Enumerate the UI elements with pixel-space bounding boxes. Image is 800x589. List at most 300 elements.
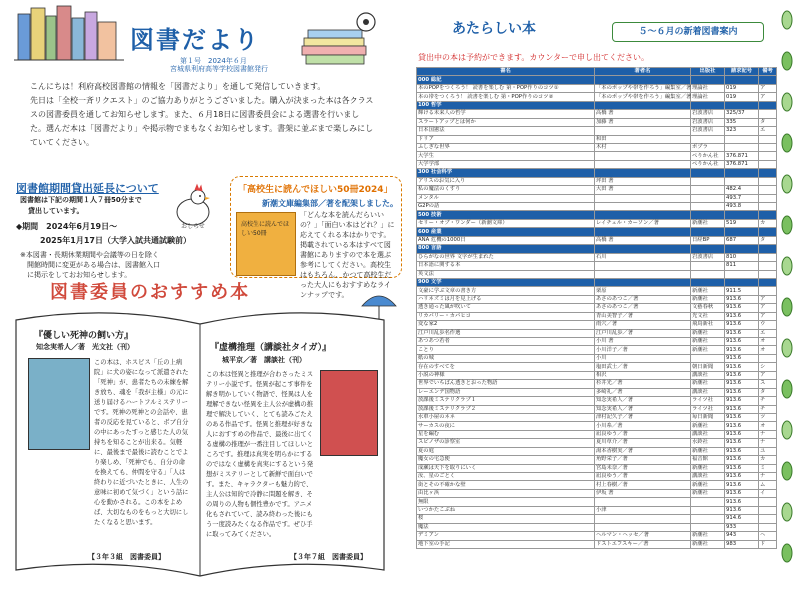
section-row <box>417 245 777 253</box>
table-row <box>417 295 777 303</box>
table-cell: 汝、星のごとく <box>417 473 595 481</box>
table-cell <box>759 498 777 506</box>
table-cell <box>725 76 759 84</box>
table-row <box>417 380 777 388</box>
table-cell: 新潮社 <box>691 464 725 472</box>
table-cell: 朝日新聞 <box>691 363 725 371</box>
table-cell: 文豪に学ぶ文章の書き方 <box>417 287 595 295</box>
table-cell: 大田 著 <box>595 186 691 194</box>
table-cell: 687 <box>725 236 759 244</box>
book-left-author: 知念実希人／著 光文社（刊） <box>36 343 134 351</box>
table-row <box>417 135 777 143</box>
table-cell: 新潮社 <box>691 489 725 497</box>
table-row <box>417 413 777 421</box>
table-cell: 新潮社 <box>691 219 725 227</box>
table-cell: 913.6 <box>725 473 759 481</box>
table-cell: 913.6 <box>725 295 759 303</box>
table-cell: ユ <box>759 447 777 455</box>
table-cell <box>725 211 759 219</box>
column-header: 書名 <box>417 68 595 76</box>
table-cell: ヘルマン・ヘッセ／著 <box>595 532 691 540</box>
table-cell: 933 <box>725 523 759 531</box>
leaf-icon <box>782 544 792 562</box>
table-cell: 世界でいちばん透きとおった物語 <box>417 380 595 388</box>
table-cell <box>691 194 725 202</box>
table-cell: 文藝春秋 <box>691 304 725 312</box>
table-cell <box>595 203 691 211</box>
table-row <box>417 84 777 92</box>
table-cell <box>759 287 777 295</box>
table-cell: 岩波書店 <box>691 110 725 118</box>
table-cell <box>759 101 777 109</box>
table-cell: 913.6 <box>725 388 759 396</box>
table-cell <box>759 152 777 160</box>
table-cell: 019 <box>725 84 759 92</box>
table-cell <box>691 76 725 84</box>
table-row <box>417 354 777 362</box>
table-cell: 小川 著 <box>595 338 691 346</box>
table-cell <box>595 270 691 278</box>
table-cell <box>595 194 691 202</box>
leaf-border-decoration <box>775 0 800 589</box>
table-cell: 角野栄子／著 <box>595 456 691 464</box>
loan-line: 図書館は下記の期間１人７冊50分まで <box>20 196 142 204</box>
table-cell <box>691 498 725 506</box>
hen-illustration <box>168 182 218 230</box>
table-row <box>417 447 777 455</box>
table-cell <box>725 270 759 278</box>
table-cell <box>759 515 777 523</box>
leaf-icon <box>782 134 792 152</box>
table-cell: ドリア <box>417 135 595 143</box>
table-cell: 日本語に関する本 <box>417 262 595 270</box>
table-cell: オ <box>759 338 777 346</box>
table-cell: ドストエフスキー／著 <box>595 540 691 548</box>
table-cell: 江戸川乱歩／著 <box>595 329 691 337</box>
table-cell <box>595 245 691 253</box>
table-cell: 913.6 <box>725 413 759 421</box>
loan-period: ◆期間 2024年6月19日〜 <box>16 222 118 231</box>
table-row <box>417 540 777 548</box>
table-cell: ド <box>759 540 777 548</box>
column-header: 著者名 <box>595 68 691 76</box>
table-cell: 水鈴社 <box>691 439 725 447</box>
table-row <box>417 363 777 371</box>
table-cell <box>759 110 777 118</box>
table-cell: 913.6 <box>725 346 759 354</box>
table-cell: 482.4 <box>725 186 759 194</box>
table-cell <box>691 262 725 270</box>
table-cell: 913.6 <box>725 329 759 337</box>
table-cell: メンタル <box>417 194 595 202</box>
table-cell <box>595 523 691 531</box>
leaf-icon <box>782 216 792 234</box>
table-cell: 栗原 <box>595 287 691 295</box>
recommend-title: 「高校生に読んでほしい50冊2024」 <box>238 185 393 195</box>
table-cell: 新潮社 <box>691 346 725 354</box>
table-row <box>417 203 777 211</box>
table-cell: 岩波書店 <box>691 127 725 135</box>
table-row <box>417 236 777 244</box>
table-cell <box>759 253 777 261</box>
table-cell: 800 言語 <box>417 245 595 253</box>
book-left-signature: 【３年３組 図書委員】 <box>88 553 165 561</box>
table-cell: 雨穴／著 <box>595 321 691 329</box>
table-cell: 新潮社 <box>691 287 725 295</box>
section-row <box>417 211 777 219</box>
table-cell: 913.6 <box>725 447 759 455</box>
table-cell: 飛鳥新社 <box>691 321 725 329</box>
table-cell: 493.7 <box>725 194 759 202</box>
table-cell <box>595 101 691 109</box>
table-cell: 街とその不確かな壁 <box>417 481 595 489</box>
table-cell <box>759 270 777 278</box>
section-row <box>417 76 777 84</box>
table-cell <box>759 262 777 270</box>
table-cell: 323 <box>725 127 759 135</box>
table-cell: 600 産業 <box>417 228 595 236</box>
table-cell: 江戸川乱歩名作選 <box>417 329 595 337</box>
table-cell: カ <box>759 219 777 227</box>
table-cell: ア <box>759 84 777 92</box>
table-row <box>417 143 777 151</box>
table-cell <box>691 270 725 278</box>
table-cell: 塩田武士／著 <box>595 363 691 371</box>
table-cell <box>691 169 725 177</box>
table-row <box>417 93 777 101</box>
table-cell: セリー・オブ・ワンダー（新潮文庫） <box>417 219 595 227</box>
table-cell: 913.6 <box>725 405 759 413</box>
table-row <box>417 473 777 481</box>
table-cell: 英文法 <box>417 270 595 278</box>
table-cell: 無限 <box>417 498 595 506</box>
table-cell <box>759 186 777 194</box>
table-cell <box>691 523 725 531</box>
table-header-row <box>417 68 777 76</box>
table-cell: 相沢 <box>595 371 691 379</box>
table-row <box>417 422 777 430</box>
loan-note: 開館時間に変更がある場合は、図書館入口 <box>20 261 160 269</box>
table-cell: 石川 <box>595 253 691 261</box>
leaf-icon <box>782 11 792 29</box>
table-cell: 講談社 <box>691 473 725 481</box>
table-cell <box>759 194 777 202</box>
leaf-icon <box>782 93 792 111</box>
new-books-badge: ５〜６月の新着図書案内 <box>612 22 764 42</box>
table-row <box>417 346 777 354</box>
table-cell: 913.6 <box>725 456 759 464</box>
table-cell: 913.6 <box>725 506 759 514</box>
table-cell <box>759 143 777 151</box>
table-cell: ふしぎな世界 <box>417 143 595 151</box>
table-cell: 講談社 <box>691 388 725 396</box>
table-cell <box>691 101 725 109</box>
table-cell <box>759 245 777 253</box>
table-cell: 913.6 <box>725 489 759 497</box>
table-cell <box>759 211 777 219</box>
table-cell: オ <box>759 422 777 430</box>
table-cell: 811 <box>725 262 759 270</box>
table-cell <box>691 515 725 523</box>
table-cell: 津村記久子／著 <box>595 413 691 421</box>
table-cell <box>595 152 691 160</box>
table-cell <box>691 135 725 143</box>
book-right-signature: 【３年７組 図書委員】 <box>290 553 367 561</box>
section-row <box>417 101 777 109</box>
table-cell: 光文社 <box>691 312 725 320</box>
leaf-icon <box>782 503 792 521</box>
table-cell: ヘ <box>759 532 777 540</box>
leaf-icon <box>782 298 792 316</box>
table-cell: 岩波書店 <box>691 118 725 126</box>
table-cell: レイチェル・カーソン／著 <box>595 219 691 227</box>
table-cell: 放課後ミステリクラブ２ <box>417 405 595 413</box>
table-cell: チ <box>759 405 777 413</box>
leaf-icon <box>782 175 792 193</box>
section-row <box>417 278 777 286</box>
table-row <box>417 177 777 185</box>
table-cell <box>595 262 691 270</box>
table-row <box>417 481 777 489</box>
table-cell: ア <box>759 295 777 303</box>
table-cell: 湯本香樹実／著 <box>595 447 691 455</box>
book-right-cover <box>320 370 378 456</box>
table-cell: 星を編む <box>417 430 595 438</box>
books-illustration <box>14 2 124 62</box>
table-row <box>417 506 777 514</box>
table-cell: サーカスの夜に <box>417 422 595 430</box>
table-cell: 私の魔法のくすり <box>417 186 595 194</box>
table-cell: 魔法 <box>417 523 595 531</box>
table-row <box>417 329 777 337</box>
table-cell: ぺりかん社 <box>691 160 725 168</box>
table-cell: 知念実希人／著 <box>595 405 691 413</box>
table-row <box>417 312 777 320</box>
table-cell: イ <box>759 489 777 497</box>
table-row <box>417 456 777 464</box>
table-cell: あつあつ若者 <box>417 338 595 346</box>
table-cell: タ <box>759 118 777 126</box>
table-cell <box>725 228 759 236</box>
table-cell: 由比ヶ浜 <box>417 489 595 497</box>
table-row <box>417 270 777 278</box>
section-row <box>417 169 777 177</box>
table-cell: 913.6 <box>725 498 759 506</box>
table-cell: 輝ける未来人の哲学 <box>417 110 595 118</box>
table-cell: 913.6 <box>725 363 759 371</box>
table-cell: ナ <box>759 430 777 438</box>
table-row <box>417 397 777 405</box>
table-cell: 高橋 著 <box>595 110 691 118</box>
table-cell <box>725 278 759 286</box>
table-cell: 913.6 <box>725 321 759 329</box>
table-cell: 519 <box>725 219 759 227</box>
table-cell <box>725 245 759 253</box>
table-cell: G2Pの話 <box>417 203 595 211</box>
book-right-title: 『虚構推理（講談社タイガ）』 <box>210 343 332 353</box>
table-cell: 講談社 <box>691 371 725 379</box>
table-row <box>417 262 777 270</box>
book-left-review-cont <box>28 452 188 544</box>
table-cell <box>691 211 725 219</box>
table-cell <box>595 169 691 177</box>
book-left-cover <box>28 358 90 450</box>
table-cell: 理論社 <box>691 84 725 92</box>
table-cell <box>691 228 725 236</box>
table-row <box>417 160 777 168</box>
table-cell: 913.6 <box>725 304 759 312</box>
table-row <box>417 194 777 202</box>
loan-period-end: 2025年1月17日（大学入試共通試験前） <box>16 236 191 245</box>
table-row <box>417 532 777 540</box>
table-cell: 毎日新聞 <box>691 413 725 421</box>
new-books-table <box>416 67 777 549</box>
table-cell: 日経BP <box>691 236 725 244</box>
loan-note: ※本図書・長期休業期間や会議等の日を除く <box>20 251 159 259</box>
table-cell: 透き通った風が吹いて <box>417 304 595 312</box>
table-cell: 913.6 <box>725 422 759 430</box>
table-cell: ツ <box>759 413 777 421</box>
table-cell: いつかたこぶね <box>417 506 595 514</box>
table-cell: 376.871 <box>725 160 759 168</box>
table-cell: 新潮社 <box>691 295 725 303</box>
table-cell <box>725 143 759 151</box>
table-cell <box>725 135 759 143</box>
table-cell: 000 総記 <box>417 76 595 84</box>
table-cell: オ <box>759 346 777 354</box>
table-cell: 小津 <box>595 506 691 514</box>
table-cell: 493.8 <box>725 203 759 211</box>
table-cell: 福音館 <box>691 456 725 464</box>
table-cell: 小川 <box>595 354 691 362</box>
leaf-icon <box>782 339 792 357</box>
table-cell: 小説の神様 <box>417 371 595 379</box>
table-cell: ウ <box>759 321 777 329</box>
table-cell: 913.6 <box>725 464 759 472</box>
table-cell: 凪良ゆう／著 <box>595 430 691 438</box>
column-header: 備考 <box>759 68 777 76</box>
table-cell: 水車小屋のネネ <box>417 413 595 421</box>
table-cell: リカバリー・カバヒコ <box>417 312 595 320</box>
table-cell <box>759 506 777 514</box>
table-cell: 913.6 <box>725 371 759 379</box>
table-row <box>417 110 777 118</box>
table-cell <box>725 101 759 109</box>
table-row <box>417 118 777 126</box>
table-cell: 理論社 <box>691 93 725 101</box>
table-cell: 913.6 <box>725 354 759 362</box>
table-cell: 913.6 <box>725 338 759 346</box>
table-cell <box>759 169 777 177</box>
table-cell <box>595 515 691 523</box>
table-cell: 和田 <box>595 135 691 143</box>
table-cell: レーエンデ国物語 <box>417 388 595 396</box>
table-cell: ANA 危機の1000日 <box>417 236 595 244</box>
table-cell: 放課後ミステリクラブ１ <box>417 397 595 405</box>
table-cell: 100 哲学 <box>417 101 595 109</box>
table-row <box>417 287 777 295</box>
intro-text: こんにちは！利府高校図書館の情報を「図書だより」を通して発信していきます。 先日は「全校一斉リクエスト」のご協力ありがとうございました。購入が決まった本は各クラス スの図書委員を通してお知らせします。また、６月18日に図書委員会による選書を行いまし た。選んだ本は「図書だより」や掲示物でまもなくお知らせします。書架に並ぶまで楽しみにし ていてください。 <box>30 82 374 147</box>
table-cell: 新潮社 <box>691 338 725 346</box>
recommend-book-cover: 高校生に読んでほしい50冊 <box>236 212 296 276</box>
table-cell: シ <box>759 363 777 371</box>
book-left-title: 『優しい死神の飼い方』 <box>34 331 134 341</box>
table-cell: 019 <box>725 93 759 101</box>
table-cell <box>691 278 725 286</box>
table-cell: 914.6 <box>725 515 759 523</box>
table-cell <box>691 186 725 194</box>
table-cell: スピノザの診察室 <box>417 439 595 447</box>
table-cell: 加藤 著 <box>595 118 691 126</box>
table-cell: ライツ社 <box>691 405 725 413</box>
table-cell: 新潮社 <box>691 329 725 337</box>
table-cell: 宮島未奈／著 <box>595 464 691 472</box>
table-cell: 新潮社 <box>691 481 725 489</box>
table-cell: 983 <box>725 540 759 548</box>
table-cell: 坪田 著 <box>595 177 691 185</box>
table-cell <box>691 177 725 185</box>
table-cell: ア <box>759 304 777 312</box>
table-cell: 500 技術 <box>417 211 595 219</box>
table-cell: 376.871 <box>725 152 759 160</box>
column-header: 請求記号 <box>725 68 759 76</box>
table-cell: 講談社 <box>691 430 725 438</box>
table-cell <box>759 354 777 362</box>
table-cell: ア <box>759 371 777 379</box>
table-cell <box>595 278 691 286</box>
table-cell: 大学生 <box>417 152 595 160</box>
table-cell: 「本のポップや帯を作ろう」編集室／著 <box>596 93 692 100</box>
table-cell: タ <box>759 236 777 244</box>
table-row <box>417 152 777 160</box>
table-cell: ナ <box>759 473 777 481</box>
table-row <box>417 515 777 523</box>
table-cell <box>759 228 777 236</box>
table-cell <box>595 498 691 506</box>
issue-number: 第１号 2024年６月 <box>180 57 247 65</box>
table-cell: ミ <box>759 464 777 472</box>
svg-text:おしらせ: おしらせ <box>181 223 205 230</box>
table-cell <box>759 278 777 286</box>
table-cell: 本の帯をつくろう！ 読書を楽しむ 第・POP作りのコツ② <box>417 93 595 101</box>
table-row <box>417 253 777 261</box>
table-cell: 913.6 <box>725 481 759 489</box>
table-cell: 913.6 <box>725 439 759 447</box>
table-cell: 913.6 <box>725 430 759 438</box>
table-cell <box>691 506 725 514</box>
recommend-subtitle: 新潮文庫編集部／著を配架しました。 <box>262 199 398 208</box>
table-cell <box>595 76 691 84</box>
table-cell <box>595 127 691 135</box>
table-cell: 大学学部 <box>417 160 595 168</box>
book-left-review: この本は、ホスピス「丘の上病院」に犬の姿になって派遣された「死神」が、患者たちの未練を解き放ち、魂を「我が主様」の元に送り届けるハートフルミステリーです。死神の死神との会話や、患者の反応を見ていると、ボブ自分の中にあったすっと感じた人の気持ちを知ることが出来る。気軽に、最後まで最後に読むことでより楽しめ、「死神でも、自分の命を換えても、仲間を守る」「人は終わりに近づいたときに、人生の意味に初めて気づく」という話に心を動かされる。この本をよめば、大切なものをもっと大切にしたくなると思います。 <box>94 359 189 526</box>
table-cell: 943 <box>725 532 759 540</box>
table-cell <box>691 203 725 211</box>
book-right-review: この本は怪異と推理が合わさったミステリー小説です。怪異が起こす事件を解き明かしていく物語で、怪異は人を理解できない怪異を主人公が虚構の推理で解決していく、とても読みごたえのある作品です。怪異と推理が好きな人におすすめの作品で、最後に出てくる虚構の推理が一番注目してほしいところです。推理は真実を明らかにするのではなく虚構を真実にするという発想がミステリーとして新鮮で面白いです。また、キャラクターも魅力的で、主人公は知的で冷静に問題を解き、その周りの人物も個性豊かです。アニメ化もされていて、読み終わった後にもう一度読みたくなる作品です。ぜひ手に取ってみてください。 <box>206 371 314 538</box>
table-row <box>417 498 777 506</box>
recommend-body: 「どんな本を読んだらいいの？」「面白い本はどれ？」に応えてくれる本はかりです。掲載されている本はすべて図書館にありますので本を選ぶ参考にしてください。高校生はもちろん、かつて高校生だった大人にもおすすめなラインナップです。 <box>300 211 395 299</box>
table-cell: ポプラ <box>691 143 725 151</box>
table-cell: 913.6 <box>725 312 759 320</box>
table-cell: デミアン <box>417 532 595 540</box>
table-cell: カ <box>759 456 777 464</box>
table-cell: ア <box>759 312 777 320</box>
table-cell: ライツ社 <box>691 397 725 405</box>
table-cell: 335 <box>725 118 759 126</box>
table-cell: 紙の城 <box>417 354 595 362</box>
table-cell: 木村 <box>595 143 691 151</box>
table-cell: 青山美智子／著 <box>595 312 691 320</box>
